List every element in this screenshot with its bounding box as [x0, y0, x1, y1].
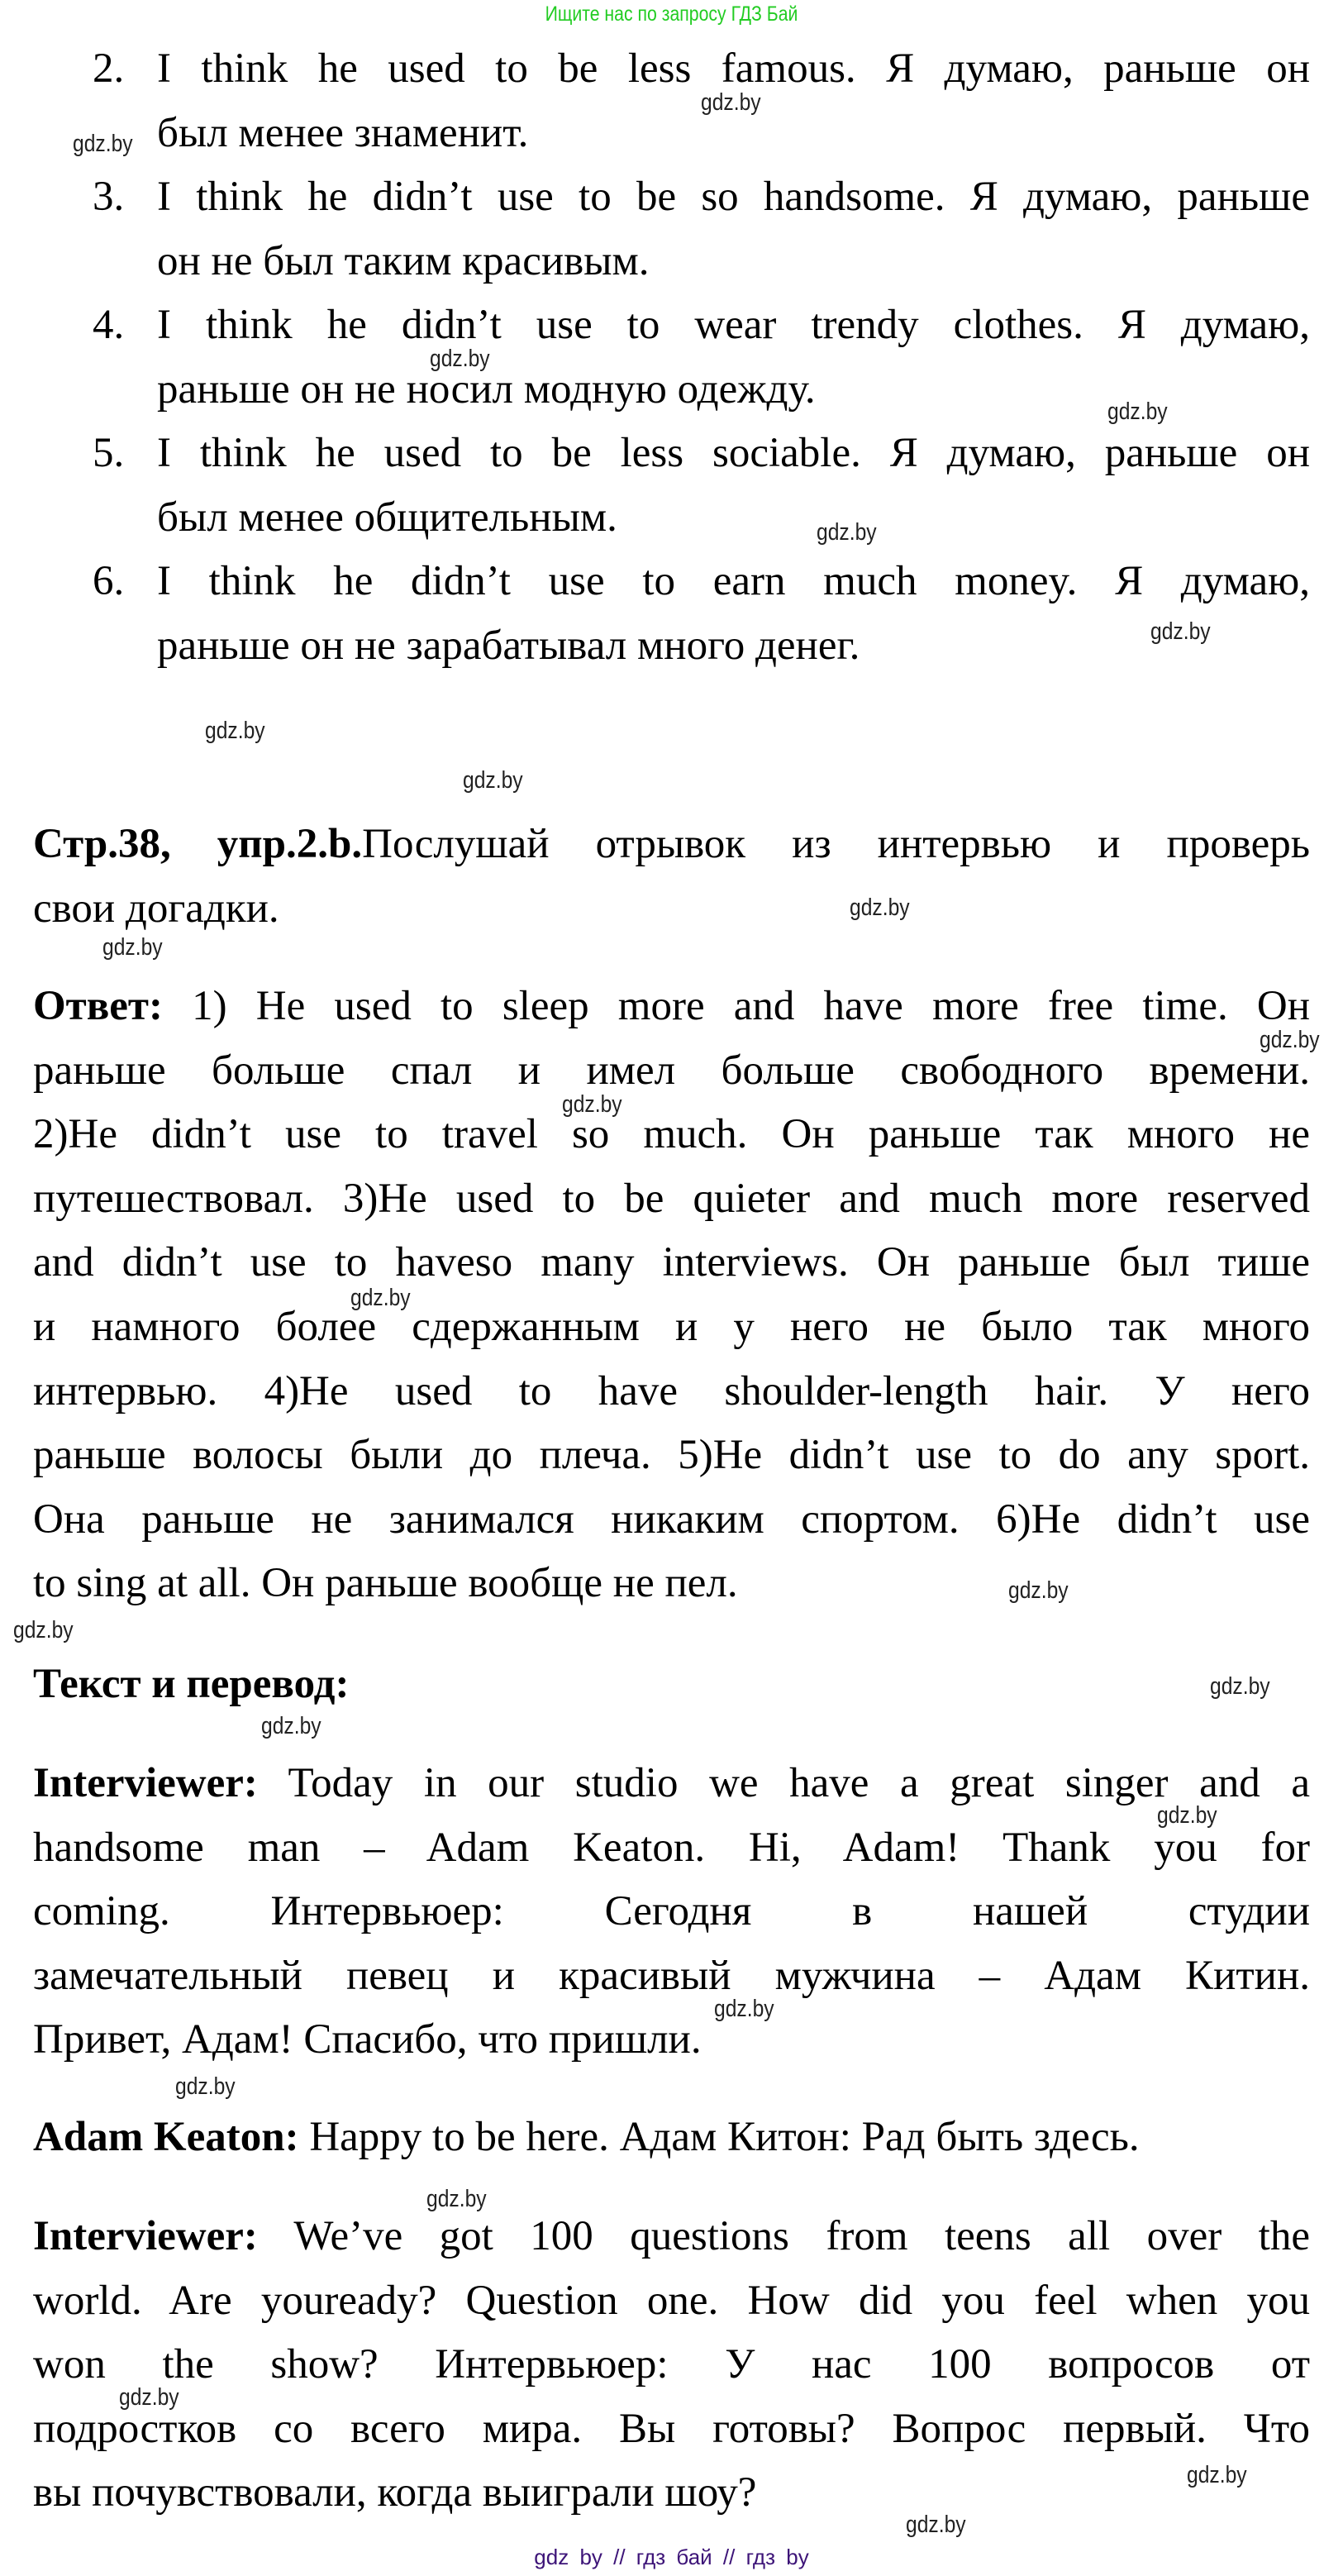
watermark: gdz.by	[701, 89, 761, 116]
interviewer-paragraph-1	[33, 1752, 1310, 2073]
text-line: Привет, Адам! Спасибо, что пришли.	[33, 2016, 702, 2063]
watermark: gdz.by	[73, 131, 133, 157]
text-line: world. Are youready? Question one. How did you feel when you	[33, 2277, 1310, 2324]
text-line	[33, 2106, 1310, 2170]
text-line: он не был таким красивым.	[157, 237, 650, 284]
text-translation-heading	[33, 1653, 1310, 1717]
text-line: 2)He didn’t use to travel so much. Он раньше так много не	[33, 1111, 1310, 1158]
text-line: Она раньше не занимался никаким спортом. 6)He didn’t use	[33, 1496, 1310, 1543]
watermark: gdz.by	[850, 894, 910, 921]
text-line	[33, 813, 1310, 877]
watermark: gdz.by	[1260, 1027, 1320, 1053]
adam-keaton-paragraph	[33, 2106, 1310, 2170]
text-line: I think he used to be less famous. Я думаю, раньше он	[157, 45, 1310, 92]
watermark: gdz.by	[1157, 1802, 1217, 1829]
bold-label: Ответ:	[33, 983, 163, 1029]
watermark: gdz.by	[906, 2512, 966, 2538]
list-item-number: 4.	[93, 302, 125, 348]
text-line: раньше больше спал и имел больше свободного времени.	[33, 1047, 1310, 1094]
text-line	[33, 1653, 1310, 1717]
text-line: замечательный певец и красивый мужчина – Адам Китин.	[33, 1952, 1310, 1999]
text-line: вы почувствовали, когда выиграли шоу?	[33, 2469, 757, 2516]
text-line: won the show? Интервьюер: У нас 100 вопросов от	[33, 2341, 1310, 2388]
text-line: I think he used to be less sociable. Я думаю, раньше он	[157, 430, 1310, 476]
text-line: свои догадки.	[33, 885, 279, 932]
watermark: gdz.by	[1210, 1673, 1270, 1700]
text-span: Happy to be here. Адам Китон: Рад быть здесь.	[298, 2114, 1140, 2160]
text-line	[33, 2205, 1310, 2269]
watermark: gdz.by	[1150, 618, 1211, 645]
watermark: gdz.by	[1008, 1577, 1069, 1604]
answer-paragraph	[33, 975, 1310, 1616]
text-line: подростков со всего мира. Вы готовы? Вопрос первый. Что	[33, 2405, 1310, 2452]
watermark: gdz.by	[175, 2073, 236, 2100]
watermark: gdz.by	[102, 934, 163, 961]
watermark: gdz.by	[562, 1091, 622, 1118]
interviewer-paragraph-2	[33, 2205, 1310, 2526]
list-item-number: 3.	[93, 174, 125, 220]
text-line: был менее знаменит.	[157, 109, 529, 156]
text-line: and didn’t use to haveso many interviews. Он раньше был тише	[33, 1239, 1310, 1286]
text-line	[33, 975, 1310, 1039]
text-span: Today in our studio we have a great singer and a	[257, 1760, 1310, 1806]
text-line: handsome man – Adam Keaton. Hi, Adam! Thank you for	[33, 1824, 1310, 1871]
watermark: gdz.by	[13, 1617, 74, 1643]
watermark: gdz.by	[1187, 2462, 1247, 2488]
watermark: gdz.by	[205, 718, 265, 744]
text-line: путешествовал. 3)He used to be quieter and much more reserved	[33, 1175, 1310, 1222]
watermark: gdz.by	[261, 1713, 321, 1739]
text-line: был менее общительным.	[157, 494, 617, 541]
watermark: gdz.by	[463, 767, 523, 794]
list-item-number: 5.	[93, 430, 125, 476]
text-line: to sing at all. Он раньше вообще не пел.	[33, 1560, 738, 1607]
top-banner: Ищите нас по запросу ГДЗ Бай	[545, 2, 798, 26]
text-line: I think he didn’t use to earn much money. Я думаю,	[157, 558, 1310, 604]
watermark: gdz.by	[430, 346, 490, 372]
text-line: раньше он не носил модную одежду.	[157, 365, 816, 413]
text-span: 1) He used to sleep more and have more free time. Он	[162, 983, 1310, 1029]
text-line: I think he didn’t use to be so handsome. Я думаю, раньше	[157, 174, 1310, 220]
text-span: We’ve got 100 questions from teens all over the	[257, 2213, 1310, 2259]
bold-label: Adam Keaton:	[33, 2114, 299, 2160]
text-span: Послушай отрывок из интервью и проверь	[362, 821, 1310, 867]
watermark: gdz.by	[817, 519, 877, 546]
exercise-heading	[33, 813, 1310, 941]
bold-label: Текст и перевод:	[33, 1661, 350, 1707]
watermark: gdz.by	[426, 2186, 487, 2212]
bold-label: Interviewer:	[33, 2213, 258, 2259]
text-line: раньше он не зарабатывал много денег.	[157, 622, 860, 669]
bold-label: Interviewer:	[33, 1760, 258, 1806]
text-line: I think he didn’t use to wear trendy clothes. Я думаю,	[157, 302, 1310, 348]
text-line: раньше волосы были до плеча. 5)He didn’t use to do any sport.	[33, 1432, 1310, 1479]
text-line: coming. Интервьюер: Сегодня в нашей студии	[33, 1888, 1310, 1935]
watermark: gdz.by	[119, 2384, 179, 2411]
text-line: интервью. 4)He used to have shoulder-length hair. У него	[33, 1367, 1310, 1414]
text-line: и намного более сдержанным и у него не было так много	[33, 1303, 1310, 1350]
footer-links: gdz by // гдз бай // гдз by	[534, 2545, 809, 2569]
watermark: gdz.by	[1107, 398, 1168, 425]
list-item-number: 2.	[93, 45, 125, 92]
bold-label: Стр.38, упр.2.b.	[33, 821, 363, 867]
watermark: gdz.by	[714, 1996, 774, 2022]
text-line	[33, 1752, 1310, 1816]
list-item-number: 6.	[93, 558, 125, 604]
watermark: gdz.by	[350, 1285, 411, 1311]
